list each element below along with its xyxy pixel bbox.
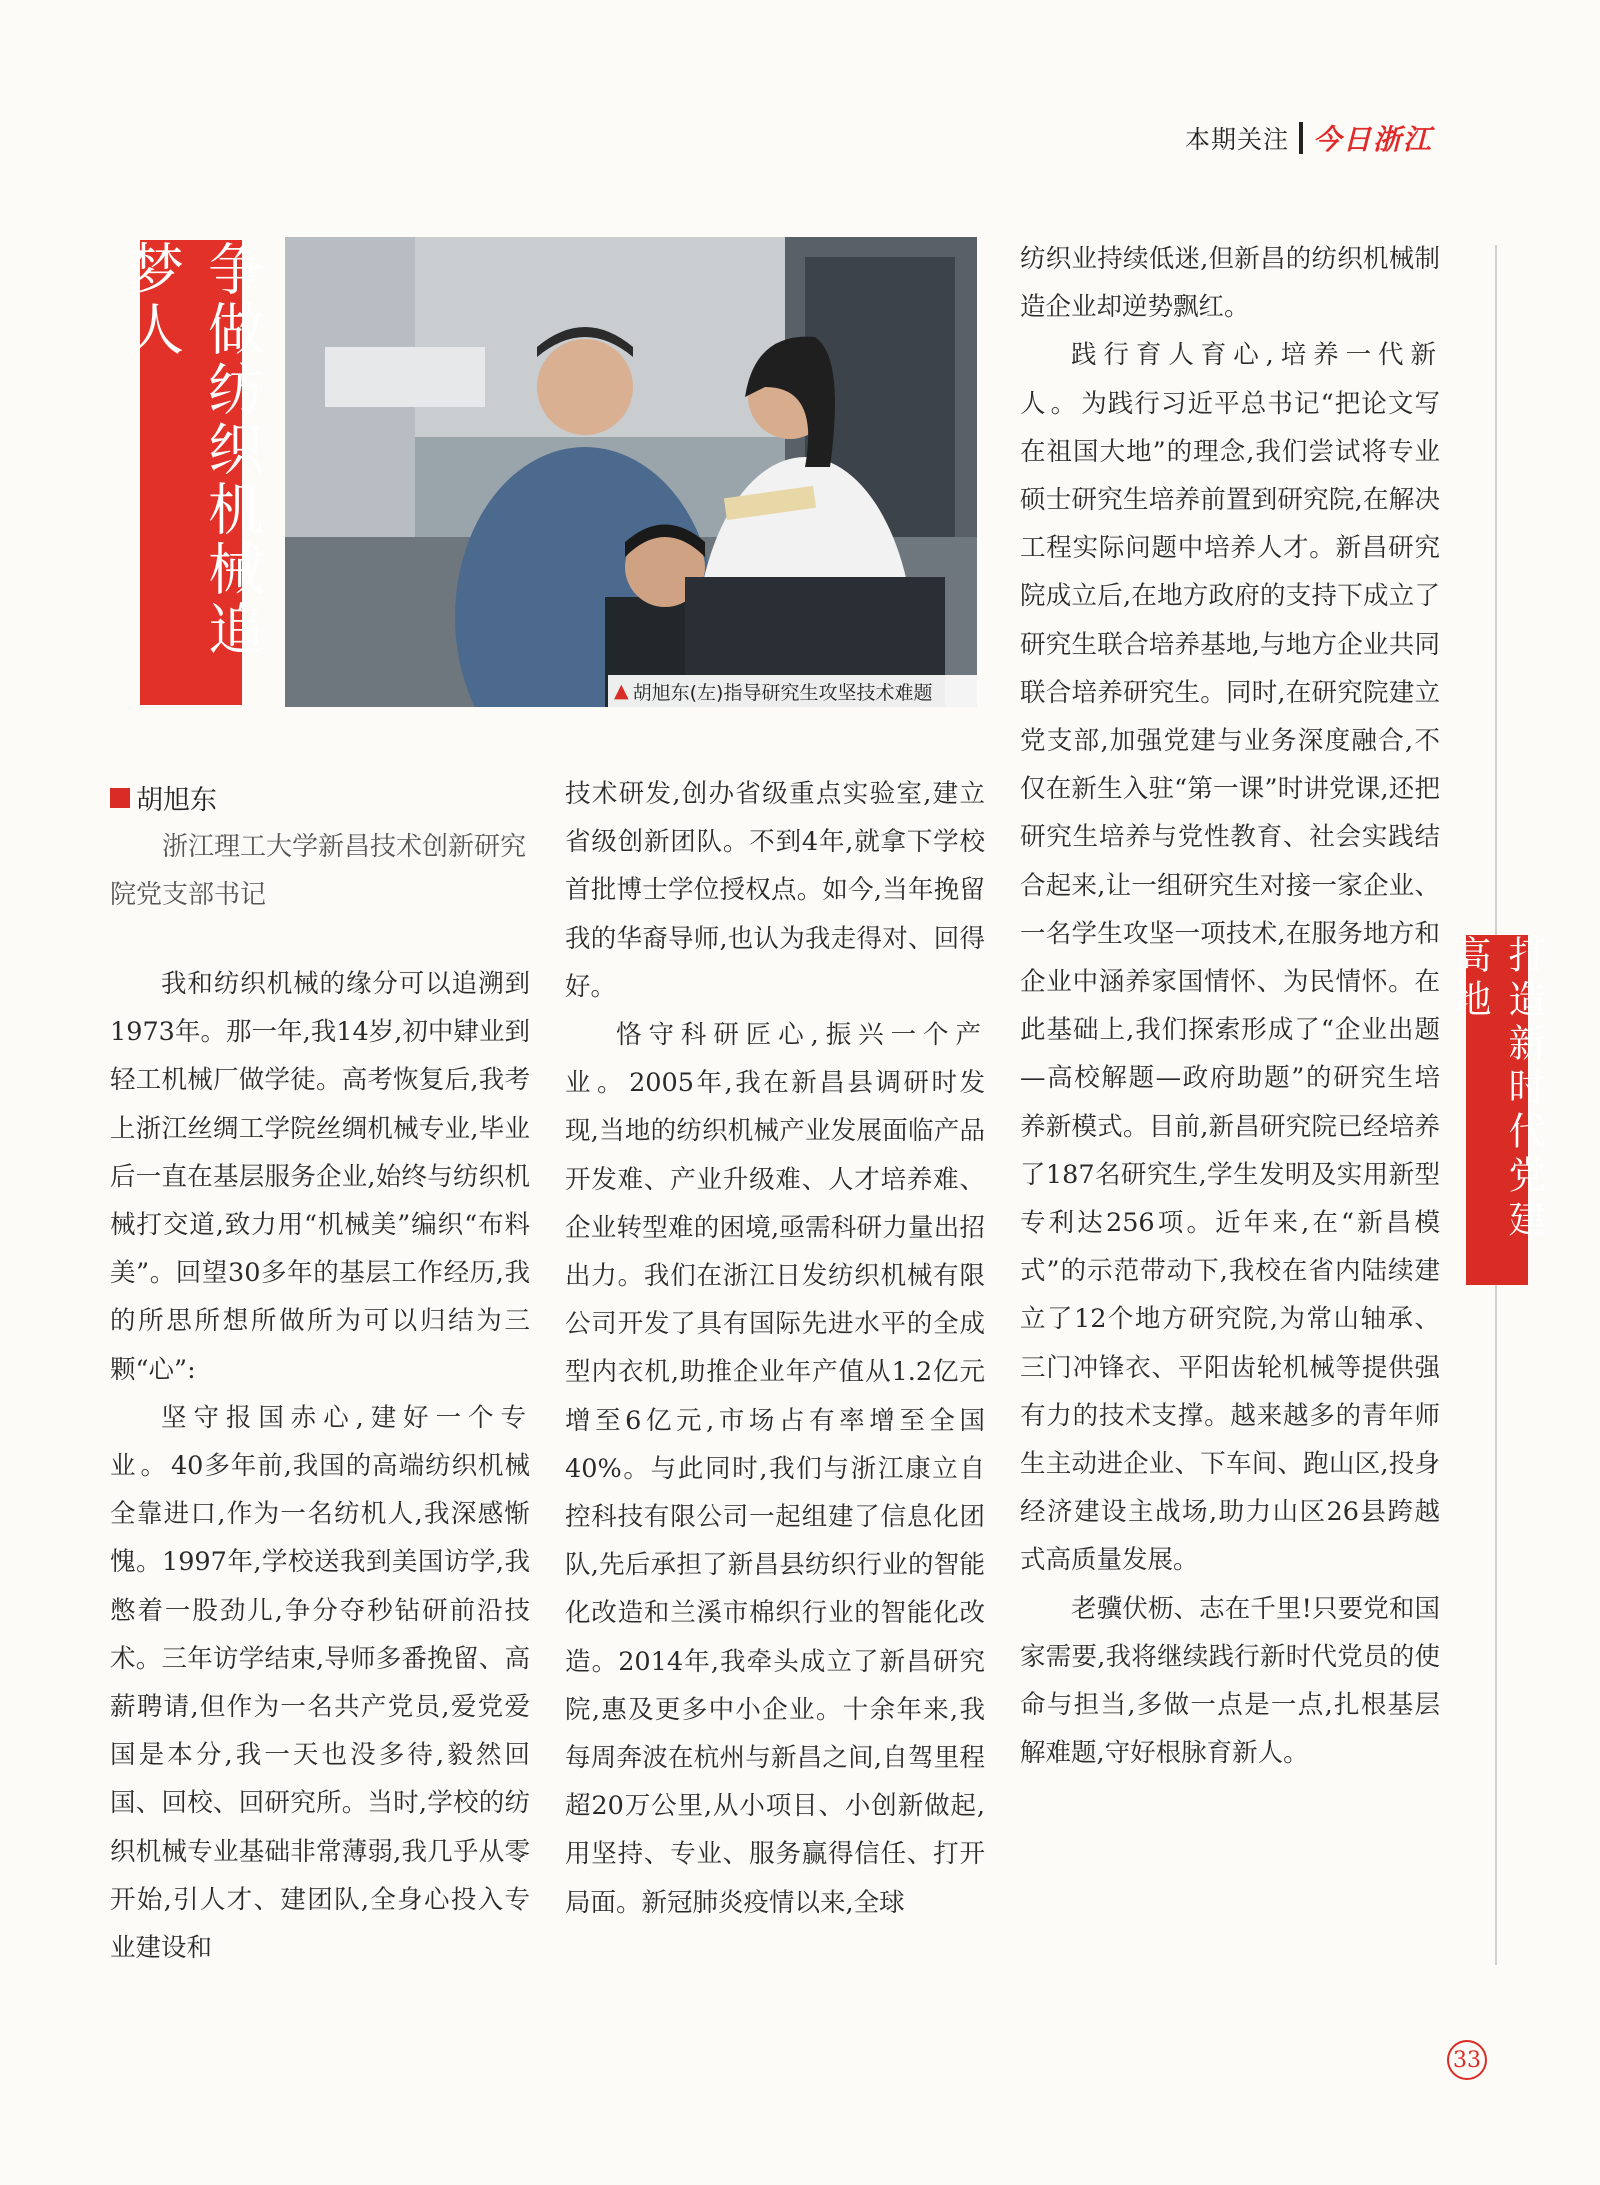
article-title: 争做纺织机械追梦人 — [140, 240, 242, 705]
section-name: 本期关注 — [1185, 125, 1290, 154]
paragraph: 老骥伏枥、志在千里!只要党和国家需要,我将继续践行新时代党员的使命与担当,多做一点是一点,扎根基层解难题,守好根脉育新人。 — [1020, 1593, 1440, 1769]
page-header — [1185, 118, 1433, 158]
paragraph-body: 2005年,我在新昌县调研时发现,当地的纺织机械产业发展面临产品开发难、产业升级难、人才培养难、企业转型难的困境,亟需科研力量出招出力。我们在浙江日发纺织机械有限公司开发了具有国际先进水平的全成型内衣机,助推企业年产值从1.2亿元增至6亿元,市场占有率增至全国40%。与此同时,我们与浙江康立自控科技有限公司一起组建了信息化团队,先后承担了新昌县纺织行业的智能化改造和兰溪市棉织行业的智能化改造。2014年,我牵头成立了新昌研究院,惠及更多中小企业。十余年来,我每周奔波在杭州与新昌之间,自驾里程超20万公里,从小项目、小创新做起,用坚持、专业、服务赢得信任、打开局面。新冠肺炎疫情以来,全球 — [565, 1068, 985, 1918]
page-number: 33 — [1447, 2040, 1487, 2080]
author-name-text: 胡旭东 — [136, 785, 217, 816]
paragraph-body: 40多年前,我国的高端纺织机械全靠进口,作为一名纺机人,我深感惭愧。1997年,学校送我到美国访学,我憋着一股劲儿,争分夺秒钻研前沿技术。三年访学结束,导师多番挽留、高薪聘请,但作为一名共产党员,爱党爱国是本分,我一天也没多待,毅然回国、回校、回研究所。当时,学校的纺织机械专业基础非常薄弱,我几乎从零开始,引人才、建团队,全身心投入专业建设和 — [110, 1451, 530, 1964]
photo-caption — [608, 675, 977, 707]
paragraph-body: 为践行习近平总书记“把论文写在祖国大地”的理念,我们尝试将专业硕士研究生培养前置到研究院,在解决工程实际问题中培养人才。新昌研究院成立后,在地方政府的支持下成立了研究生联合培养基地,与地方企业共同联合培养研究生。同时,在研究院建立党支部,加强党建与业务深度融合,不仅在新生入驻“第一课”时讲党课,还把研究生培养与党性教育、社会实践结合起来,让一组研究生对接一家企业、一名学生攻坚一项技术,在服务地方和企业中涵养家国情怀、为民情怀。在此基础上,我们探索形成了“企业出题—高校解题—政府助题”的研究生培养新模式。目前,新昌研究院已经培养了187名研究生,学生发明及实用新型专利达256项。近年来,在“新昌模式”的示范带动下,我校在省内陆续建立了12个地方研究院,为常山轴承、三门冲锋衣、平阳齿轮机械等提供强有力的技术支撑。越来越多的青年师生主动进企业、下车间、跑山区,投身经济建设主战场,助力山区26县跨越式高质量发展。 — [1020, 388, 1440, 1576]
author-name — [110, 778, 217, 817]
header-divider — [1299, 122, 1303, 154]
caption-marker-icon: ▲ — [614, 680, 629, 702]
magazine-logo: 今日浙江 — [1313, 123, 1434, 156]
paragraph: 纺织业持续低迷,但新昌的纺织机械制造企业却逆势飘红。 — [1020, 244, 1440, 323]
text-column-3 — [1020, 235, 1440, 1778]
paragraph: 技术研发,创办省级重点实验室,建立省级创新团队。不到4年,就拿下学校首批博士学位授权点。如今,当年挽留我的华裔导师,也认为我走得对、回得好。 — [565, 779, 985, 1002]
subheading: 践行育人育心,培养一代新人。 — [1020, 340, 1440, 419]
side-column-label: 打造新时代党建高地 — [1466, 935, 1528, 1285]
paragraph: 我和纺织机械的缘分可以追溯到1973年。那一年,我14岁,初中肄业到轻工机械厂做学徒。高考恢复后,我考上浙江丝绸工学院丝绸机械专业,毕业后一直在基层服务企业,始终与纺织机械打交道,致力用“机械美”编织“布料美”。回望30多年的基层工作经历,我的所思所想所做所为可以归结为三颗“心”: — [110, 969, 530, 1385]
paragraph — [565, 1011, 985, 1927]
text-column-1 — [110, 960, 530, 1972]
author-title: 浙江理工大学新昌技术创新研究院党支部书记 — [110, 832, 527, 910]
caption-text: 胡旭东(左)指导研究生攻坚技术难题 — [632, 681, 933, 704]
article-photo — [285, 237, 977, 707]
subheading: 坚守报国赤心,建好一个专业。 — [110, 1402, 530, 1482]
photo-illustration — [285, 237, 977, 707]
text-column-2 — [565, 770, 985, 1927]
author-marker-icon — [110, 788, 130, 808]
paragraph — [1020, 331, 1440, 1584]
subheading: 恪守科研匠心,振兴一个产业。 — [565, 1020, 985, 1099]
paragraph — [110, 1394, 530, 1972]
